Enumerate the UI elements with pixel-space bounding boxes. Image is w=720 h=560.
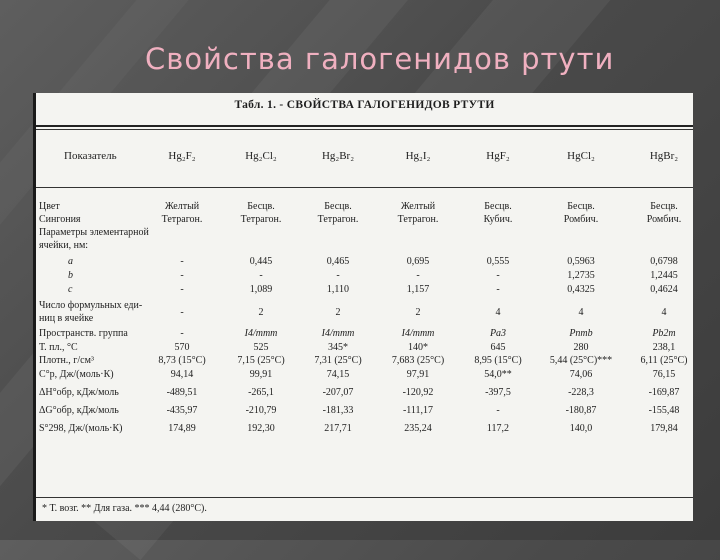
column-header-compound: HgBr₂ [649,150,679,162]
row-label: Т. пл., °С [39,342,78,353]
row-label: Цвет [39,201,60,212]
row-label: ΔH°обр, кДж/моль [39,387,119,398]
table-cell: -210,79 [245,405,277,416]
table-cell: Кубич. [483,214,513,225]
table-cell: 2 [415,307,421,318]
table-cell: - [180,256,184,267]
table-cell: -435,97 [166,405,198,416]
table-cell: 4 [495,307,501,318]
table-cell: Pa3 [489,328,507,339]
table-cell: - [180,328,184,339]
table-cell: 0,5963 [567,256,595,267]
table-cell: 7,683 (25°С) [391,355,445,366]
table-cell: 74,15 [326,369,350,380]
table-cell: 76,15 [652,369,676,380]
table-cell: Тетрагон. [240,214,282,225]
table-cell: 345* [328,342,348,353]
row-label: b [68,270,73,281]
table-footnote: * Т. возг. ** Для газа. *** 4,44 (280°С). [42,503,207,514]
table-cell: 97,91 [406,369,430,380]
row-label: ниц в ячейке [39,313,94,324]
table-cell: Бесцв. [247,201,275,212]
table-cell: 99,91 [249,369,273,380]
row-label: Плотн., г/см³ [39,355,94,366]
table-cell: Тетрагон. [161,214,203,225]
table-cell: -228,3 [568,387,594,398]
table-cell: - [259,270,263,281]
table-cell: -181,33 [322,405,354,416]
row-label: Пространств. группа [39,328,128,339]
table-cell: Тетрагон. [317,214,359,225]
table-cell: 4 [578,307,584,318]
table-cell: 0,465 [326,256,350,267]
table-cell: 4 [661,307,667,318]
table-cell: 54,0** [484,369,512,380]
table-cell: Ромбич. [563,214,599,225]
table-cell: - [496,270,500,281]
column-header-compound: HgF₂ [486,150,510,162]
slide-title: Свойства галогенидов ртути [145,42,615,76]
table-cell: 1,157 [406,284,430,295]
table-cell: Бесцв. [650,201,678,212]
table-cell: 0,4325 [567,284,595,295]
table-cell: 7,31 (25°С) [314,355,362,366]
table-cell: 280 [573,342,589,353]
column-header-compound: Hg₂I₂ [405,150,431,162]
table-top-rule-inner [36,129,693,130]
column-header-compound: Hg₂Br₂ [321,150,355,162]
table-cell: -180,87 [565,405,597,416]
row-label: a [68,256,73,267]
table-cell: - [180,307,184,318]
table-cell: Ромбич. [646,214,682,225]
table-bottom-rule [36,497,693,498]
table-cell: -265,1 [248,387,274,398]
table-cell: 174,89 [168,423,196,434]
table-top-rule [36,125,693,127]
table-cell: Pb2m [652,328,676,339]
table-cell: -489,51 [166,387,198,398]
table-cell: -155,48 [648,405,680,416]
table-cell: 235,24 [404,423,432,434]
column-header-compound: Hg₂Cl₂ [245,150,277,162]
column-header-parameter: Показатель [64,150,117,162]
table-cell: 6,11 (25°С) [640,355,688,366]
table-cell: I4/mmm [244,328,278,339]
table-cell: - [180,284,184,295]
table-cell: 8,95 (15°С) [474,355,522,366]
table-cell: Желтый [400,201,436,212]
table-cell: 7,15 (25°С) [237,355,285,366]
column-header-compound: Hg₂F₂ [168,150,196,162]
table-cell: 2 [258,307,264,318]
row-label: ячейки, нм: [39,240,89,251]
table-cell: Pnmb [569,328,593,339]
table-cell: 74,06 [569,369,593,380]
table-cell: 1,2445 [650,270,678,281]
row-label: ΔG°обр, кДж/моль [39,405,119,416]
table-cell: -120,92 [402,387,434,398]
table-cell: 0,445 [249,256,273,267]
table-caption: Табл. 1. - СВОЙСТВА ГАЛОГЕНИДОВ РТУТИ [234,99,495,111]
table-cell: 5,44 (25°С)*** [549,355,613,366]
table-cell: Бесцв. [567,201,595,212]
table-cell: 0,555 [486,256,510,267]
column-header-compound: HgCl₂ [567,150,595,162]
table-cell: -397,5 [485,387,511,398]
table-cell: 0,4624 [650,284,678,295]
table-cell: 117,2 [486,423,510,434]
table-cell: Бесцв. [484,201,512,212]
table-cell: Желтый [164,201,200,212]
table-cell: Тетрагон. [397,214,439,225]
table-cell: 0,6798 [650,256,678,267]
table-cell: - [496,405,500,416]
table-cell: 192,30 [247,423,275,434]
table-cell: 238,1 [652,342,676,353]
table-cell: I4/mmm [401,328,435,339]
table-cell: Бесцв. [324,201,352,212]
table-cell: -111,17 [402,405,434,416]
table-cell: 140,0 [569,423,593,434]
row-label: S°298, Дж/(моль·К) [39,423,123,434]
table-cell: 1,110 [326,284,350,295]
row-label: Число формульных еди- [39,300,143,311]
table-cell: 525 [253,342,269,353]
row-label: Параметры элементарной [39,227,149,238]
table-cell: - [180,270,184,281]
table-cell: 179,84 [650,423,678,434]
scanned-table-image [33,93,693,521]
table-cell: I4/mmm [321,328,355,339]
table-cell: - [416,270,420,281]
table-cell: 1,2735 [567,270,595,281]
table-cell: 645 [490,342,506,353]
header-bottom-rule [36,187,693,188]
table-cell: 140* [408,342,428,353]
table-cell: 8,73 (15°С) [158,355,206,366]
table-cell: 0,695 [406,256,430,267]
table-cell: 1,089 [249,284,273,295]
table-cell: - [336,270,340,281]
row-label: Сингония [39,214,81,225]
table-cell: 94,14 [170,369,194,380]
table-cell: - [496,284,500,295]
table-cell: 570 [174,342,190,353]
table-cell: -207,07 [322,387,354,398]
row-label: C°p, Дж/(моль·К) [39,369,114,380]
row-label: c [68,284,73,295]
table-cell: -169,87 [648,387,680,398]
table-cell: 217,71 [324,423,352,434]
table-cell: 2 [335,307,341,318]
